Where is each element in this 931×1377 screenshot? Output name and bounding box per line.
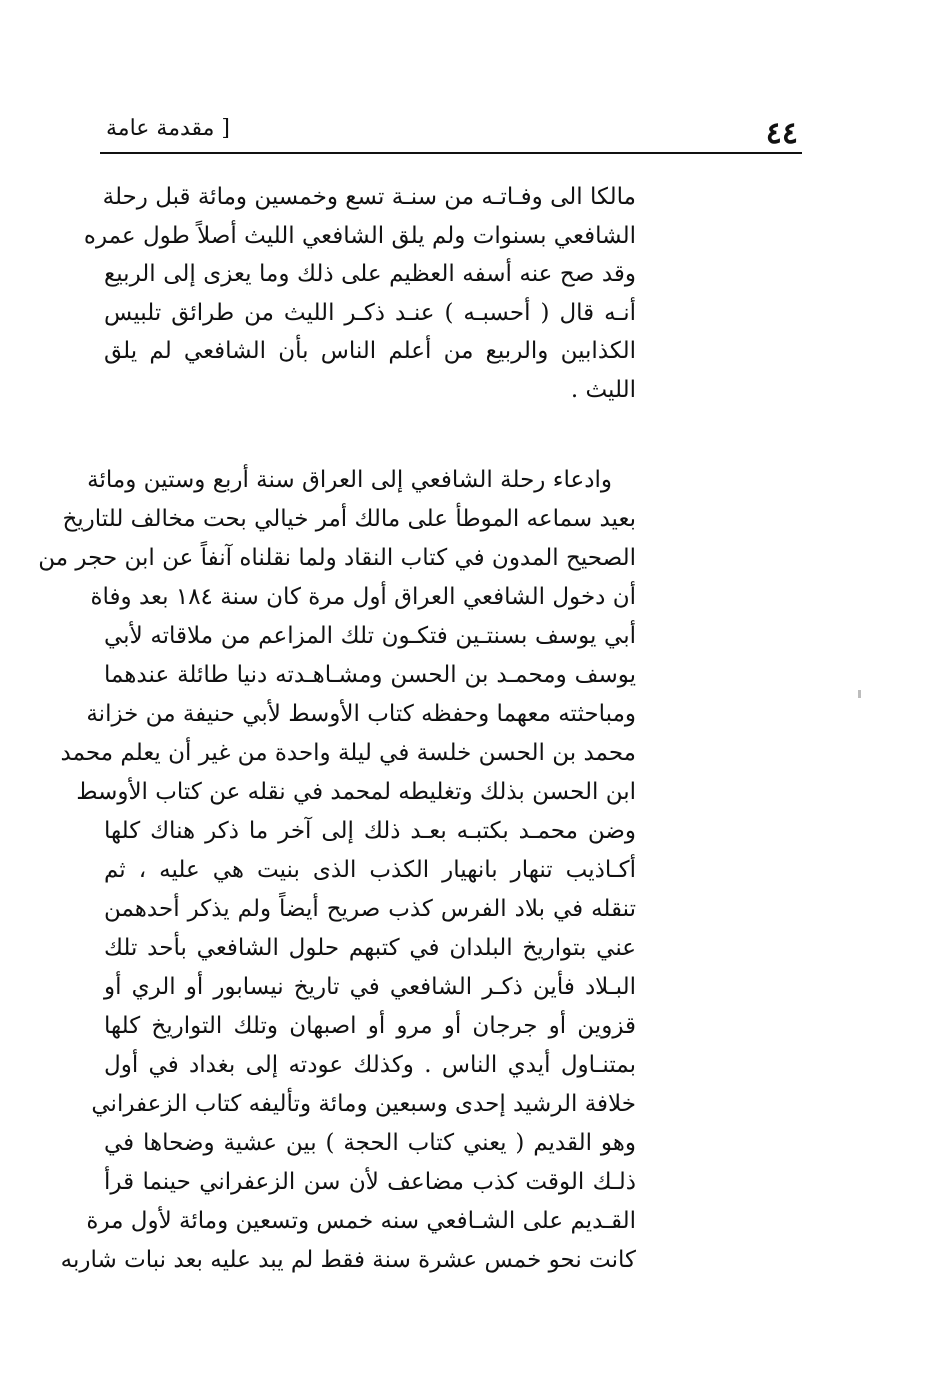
text-line: وادعاء رحلة الشافعي إلى العراق سنة أربع وستين ومائة (87, 467, 612, 493)
text-line: خلافة الرشيد إحدى وسبعين ومائة وتأليفه كتاب الزعفراني (91, 1091, 636, 1117)
text-line: الصحيح المدون في كتاب النقاد ولما نقلناه آنفاً عن ابن حجر من (38, 545, 636, 571)
text-line: ذلـك الوقت كذب مضاعف لأن سن الزعفراني حينما قرأ (104, 1169, 636, 1195)
text-line: يوسف ومحمـد بن الحسن ومشـاهـدته دنيا طائلة عندهما (104, 662, 636, 688)
text-line: أبي يوسف بسنتـين فتكـون تلك المزاعم من ملاقاته لأبي (104, 623, 636, 649)
text-line: الليث . (570, 376, 636, 403)
page-number: ٤٤ (765, 116, 798, 151)
header-rule (100, 152, 802, 154)
margin-mark (858, 690, 861, 698)
text-line: أنـه قال ( أحسبـه ) عنـد ذكـر الليث من طرائق تلبيس (104, 299, 636, 326)
text-line: ابن الحسن بذلك وتغليطه لمحمد في نقله عن كتاب الأوسط (76, 779, 636, 805)
text-line: وهو القديم ( يعني كتاب الحجة ) بين عشية وضحاها في (104, 1130, 636, 1156)
text-line: وقد صح عنه أسفه العظيم على ذلك وما يعزى إلى الربيع (104, 261, 636, 287)
text-line: قزوين أو جرجان أو مرو أو اصبهان وتلك التواريخ كلها (104, 1013, 636, 1039)
text-line: ومباحثته معهما وحفظه كتاب الأوسط لأبي حنيفة من خزانة (86, 701, 636, 727)
text-line: بعيد سماعه الموطأ على مالك أمر خيالي بحت مخالف للتاريخ (62, 506, 636, 532)
running-head: [ مقدمة عامة (106, 116, 231, 141)
body-text (38, 178, 636, 1280)
text-line: القـديم على الشـافعي سنه خمس وتسعين ومائة لأول مرة (86, 1208, 636, 1234)
text-line: مالكا الى وفـاتـه من سنـة تسع وخمسين ومائة قبل رحلة (102, 184, 636, 210)
text-line: البـلاد فأين ذكـر الشافعي في تاريخ نيسابور أو الري أو (104, 974, 636, 1000)
paragraph-1 (83, 178, 636, 409)
text-line: الكذابين والربيع من أعلم الناس بأن الشافعي لم يلق (104, 338, 636, 364)
page-header (100, 108, 802, 152)
text-line: أكـاذيب تنهار بانهيار الكذب الذى بنيت هي عليه ، ثم (104, 857, 636, 883)
text-line: بمتنـاول أيدي الناس . وكذلك عودته إلى بغداد في أول (104, 1052, 636, 1078)
text-line: وضن محمـد بكتبـه بعـد ذلك إلى آخر ما ذكر هناك كلها (104, 818, 636, 844)
text-line: الشافعي بسنوات ولم يلق الشافعي الليث أصلاً طول عمره (83, 222, 636, 249)
text-line: أن دخول الشافعي العراق أول مرة كان سنة ١٨٤ بعد وفاة (90, 584, 636, 610)
paragraph-2 (38, 461, 636, 1280)
text-line: محمد بن الحسن خلسة في ليلة واحدة من غير أن يعلم محمد (60, 740, 636, 766)
text-line: تنقله في بلاد الفرس كذب صريح أيضاً ولم يذكر أحدهمن (104, 896, 636, 922)
text-line: كانت نحو خمس عشرة سنة فقط لم يبد عليه بعد نبات شاربه (60, 1247, 636, 1273)
text-line: عني بتواريخ البلدان في كتبهم حلول الشافعي بأحد تلك (104, 935, 636, 961)
paragraph-gap (104, 409, 636, 461)
